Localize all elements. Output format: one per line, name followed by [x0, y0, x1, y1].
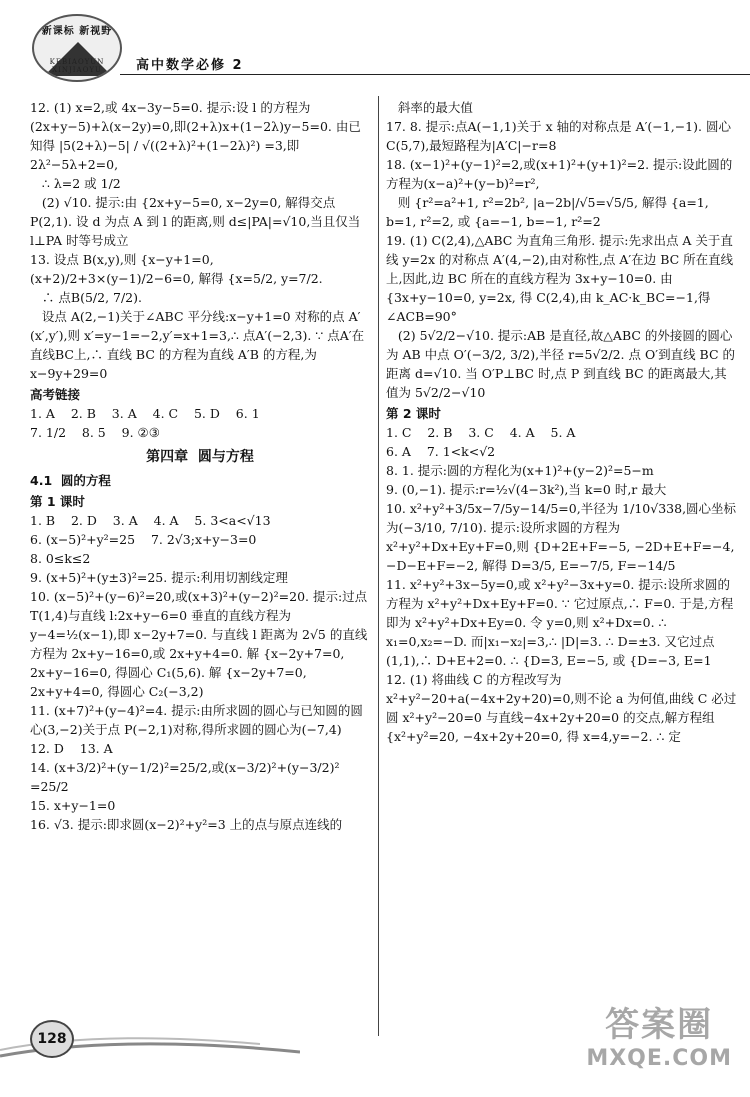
answer-line: 斜率的最大值 [386, 100, 473, 115]
answer-line: 6. A 7. 1<k<√2 [386, 444, 496, 459]
answer-line: 15. x+y−1=0 [30, 798, 116, 813]
answer-line: (2) 5√2/2−√10. 提示:AB 是直径,故△ABC 的外接圆的圆心为 AB 中点 O′(−3/2, 3/2),半径 r=5√2/2. 点 O′到直线 BC 的距离 d=√10. 当 O′P⊥BC 时,点 P 到直线 BC 的距离最大,其值为 5√2/2−√10 [386, 328, 735, 400]
answer-line: 1. B 2. D 3. A 4. A 5. 3<a<√13 [30, 513, 271, 528]
answer-line: 11. x²+y²+3x−5y=0,或 x²+y²−3x+y=0. 提示:设所求圆的方程为 x²+y²+Dx+Ey+F=0. ∵ 它过原点,∴ F=0. 于是,方程即为 x²+y²+Dx+Ey=0. 令 y=0,则 x²+Dx=0. ∴ x₁=0,x₂=−D. 而|x₁−x₂|=3,∴ |D|=3. ∴ D=±3. 又它过点(1,1),∴ D+E+2=0. ∴ {D=3, E=−5, 或 {D=−3, E=1 [386, 577, 734, 668]
section-heading: 第 1 课时 [30, 494, 85, 509]
answer-line: 16. √3. 提示:即求圆(x−2)²+y²=3 上的点与原点连线的 [30, 817, 343, 832]
answer-line: 19. (1) C(2,4),△ABC 为直角三角形. 提示:先求出点 A 关于直线 y=2x 的对称点 A′(4,−2),由对称性,点 A′在边 BC 所在直线上,因此,边 BC 所在的直线方程为 3x+y−10=0. 由 {3x+y−10=0, y=2x, 得 C(2,4),由 k_AC·k_BC=−1,得∠ACB=90° [386, 233, 734, 324]
answer-line: 12. (1) x=2,或 4x−3y−5=0. 提示:设 l 的方程为(2x+y−5)+λ(x−2y)=0,即(2+λ)x+(1−2λ)y−5=0. 由已知得 |5(2+λ)−5| / √((2+λ)²+(1−2λ)²) =3,即 2λ²−5λ+2=0, [30, 100, 361, 172]
watermark [586, 997, 732, 1071]
watermark-url: MXQE.COM [586, 1046, 732, 1071]
answer-line: 17. 8. 提示:点A(−1,1)关于 x 轴的对称点是 A′(−1,−1). 圆心C(5,7),最短路程为|A′C|−r=8 [386, 119, 731, 153]
answer-line: ∴ λ=2 或 1/2 [30, 176, 121, 191]
left-column [30, 98, 370, 834]
answer-line: 7. 1/2 8. 5 9. ②③ [30, 425, 160, 440]
section-heading: 高考链接 [30, 387, 81, 402]
logo-top-text: 新课标 新视野 [41, 26, 113, 37]
answer-line: 12. D 13. A [30, 741, 113, 756]
answer-line: 10. (x−5)²+(y−6)²=20,或(x+3)²+(y−2)²=20. 提示:过点T(1,4)与直线 l:2x+y−6=0 垂直的直线方程为 y−4=½(x−1),即 x−2y+7=0. 与直线 l 距离为 2√5 的直线方程为 2x+y−16=0,或 2x+y+4=0. 解 {x−2y+7=0, 2x+y−16=0, 得圆心 C₁(5,6). 解 {x−2y+7=0, 2x+y+4=0, 得圆心 C₂(−3,2) [30, 589, 368, 699]
series-logo [32, 14, 122, 82]
answer-line: 8. 1. 提示:圆的方程化为(x+1)²+(y−2)²=5−m [386, 463, 654, 478]
answer-line: 10. x²+y²+3/5x−7/5y−14/5=0,半径为 1/10√338,圆心坐标为(−3/10, 7/10). 提示:设所求圆的方程为 x²+y²+Dx+Ey+F=0,则 {D+2E+F=−5, −2D+E+F=−4, −D−E+F=−2, 解得 D=3/5, E=−7/5, F=−14/5 [386, 501, 739, 573]
answer-line: 则 {r²=a²+1, r²=2b², |a−2b|/√5=√5/5, 解得 {a=1, b=1, r²=2, 或 {a=−1, b=−1, r²=2 [386, 195, 713, 229]
answer-line: 18. (x−1)²+(y−1)²=2,或(x+1)²+(y+1)²=2. 提示:设此圆的方程为(x−a)²+(y−b)²=r², [386, 157, 733, 191]
answer-line: ∴ 点B(5/2, 7/2). [30, 290, 142, 305]
column-divider [378, 96, 379, 1036]
answer-line: 6. (x−5)²+y²=25 7. 2√3;x+y−3=0 [30, 532, 257, 547]
answer-line: 11. (x+7)²+(y−4)²=4. 提示:由所求圆的圆心与已知圆的圆心(3,−2)关于点 P(−2,1)对称,得所求圆的圆心为(−7,4) [30, 703, 363, 737]
chapter-heading: 第四章 圆与方程 [146, 449, 254, 465]
answer-line: 9. (x+5)²+(y±3)²=25. 提示:利用切割线定理 [30, 570, 288, 585]
answer-line: 9. (0,−1). 提示:r=½√(4−3k²),当 k=0 时,r 最大 [386, 482, 667, 497]
answer-line: 12. (1) 将曲线 C 的方程改写为 x²+y²−20+a(−4x+2y+20)=0,则不论 a 为何值,曲线 C 必过圆 x²+y²−20=0 与直线−4x+2y+20=0 的交点,解方程组 {x²+y²=20, −4x+2y+20=0, 得 x=4,y=−2. ∴ 定 [386, 672, 737, 744]
section-heading: 第 2 课时 [386, 406, 441, 421]
answer-line: 13. 设点 B(x,y),则 {x−y+1=0, (x+2)/2+3×(y−1)/2−6=0, 解得 {x=5/2, y=7/2. [30, 252, 323, 286]
answer-line: 14. (x+3/2)²+(y−1/2)²=25/2,或(x−3/2)²+(y−3/2)² =25/2 [30, 760, 344, 794]
right-column [386, 98, 738, 746]
section-heading: 4.1 圆的方程 [30, 473, 111, 488]
watermark-title: 答案圈 [605, 1005, 714, 1045]
answer-line: 8. 0≤k≤2 [30, 551, 91, 566]
book-title: 高中数学必修 2 [136, 58, 244, 73]
answer-line: (2) √10. 提示:由 {2x+y−5=0, x−2y=0, 解得交点 P(2,1). 设 d 为点 A 到 l 的距离,则 d≤|PA|=√10,当且仅当 l⊥PA 时等号成立 [30, 195, 365, 248]
logo-bottom-text: KEBIAOYUN XINJIAOYU [49, 58, 105, 74]
answer-line: 1. A 2. B 3. A 4. C 5. D 6. 1 [30, 406, 260, 421]
page-number: 128 [30, 1020, 74, 1058]
header-rule [120, 74, 750, 75]
answer-line: 设点 A(2,−1)关于∠ABC 平分线:x−y+1=0 对称的点 A′(x′,y′),则 x′=y−1=−2,y′=x+1=3,∴ 点A′(−2,3). ∵ 点A′在直线BC上,∴ 直线 BC 的方程为直线 A′B 的方程,为 x−9y+29=0 [30, 309, 365, 381]
answer-line: 1. C 2. B 3. C 4. A 5. A [386, 425, 576, 440]
